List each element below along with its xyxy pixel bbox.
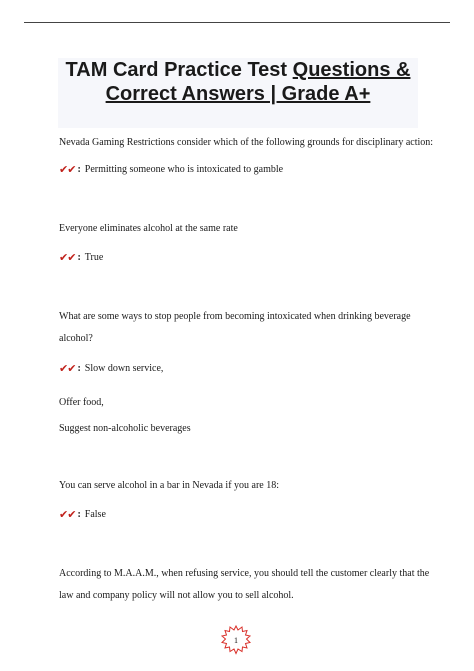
answer-4: [59, 508, 439, 522]
check-icon: ✔✔: [59, 508, 76, 521]
answer-3-extra-2: Suggest non-alcoholic beverages: [59, 423, 191, 434]
answer-2-text: True: [84, 252, 104, 263]
question-4: You can serve alcohol in a bar in Nevada if you are 18:: [59, 480, 280, 491]
answer-3: [59, 362, 439, 376]
answer-colon: :: [77, 363, 81, 374]
question-5-line-1: According to M.A.A.M., when refusing service, you should tell the customer clearly that the: [59, 568, 430, 579]
answer-1-text: Permitting someone who is intoxicated to gamble: [84, 164, 284, 175]
check-icon: ✔✔: [59, 251, 76, 264]
answer-3-extra-1: Offer food,: [59, 397, 104, 408]
title-part-1: TAM Card Practice Test: [65, 59, 293, 81]
check-icon: ✔✔: [59, 163, 76, 176]
answer-colon: :: [77, 252, 81, 263]
question-2: Everyone eliminates alcohol at the same rate: [59, 223, 238, 234]
answer-1: [59, 163, 439, 177]
answer-3-text: Slow down service,: [84, 363, 164, 374]
title-part-3: Correct Answers | Grade A+: [105, 83, 371, 105]
top-rule: [24, 22, 450, 23]
question-1: Nevada Gaming Restrictions consider which of the following grounds for disciplinary action:: [59, 137, 434, 148]
answer-colon: :: [77, 509, 81, 520]
question-5-line-2: law and company policy will not allow you to sell alcohol.: [59, 590, 294, 601]
document-title: [58, 58, 418, 106]
answer-4-text: False: [84, 509, 106, 520]
question-3-line-1: What are some ways to stop people from becoming intoxicated when drinking beverage: [59, 311, 411, 322]
check-icon: ✔✔: [59, 362, 76, 375]
page-number-seal: [220, 624, 252, 656]
question-3-line-2: alcohol?: [59, 333, 93, 344]
page-number: 1: [234, 636, 238, 645]
answer-2: [59, 251, 439, 265]
answer-colon: :: [77, 164, 81, 175]
title-part-2: Questions &: [292, 59, 411, 81]
